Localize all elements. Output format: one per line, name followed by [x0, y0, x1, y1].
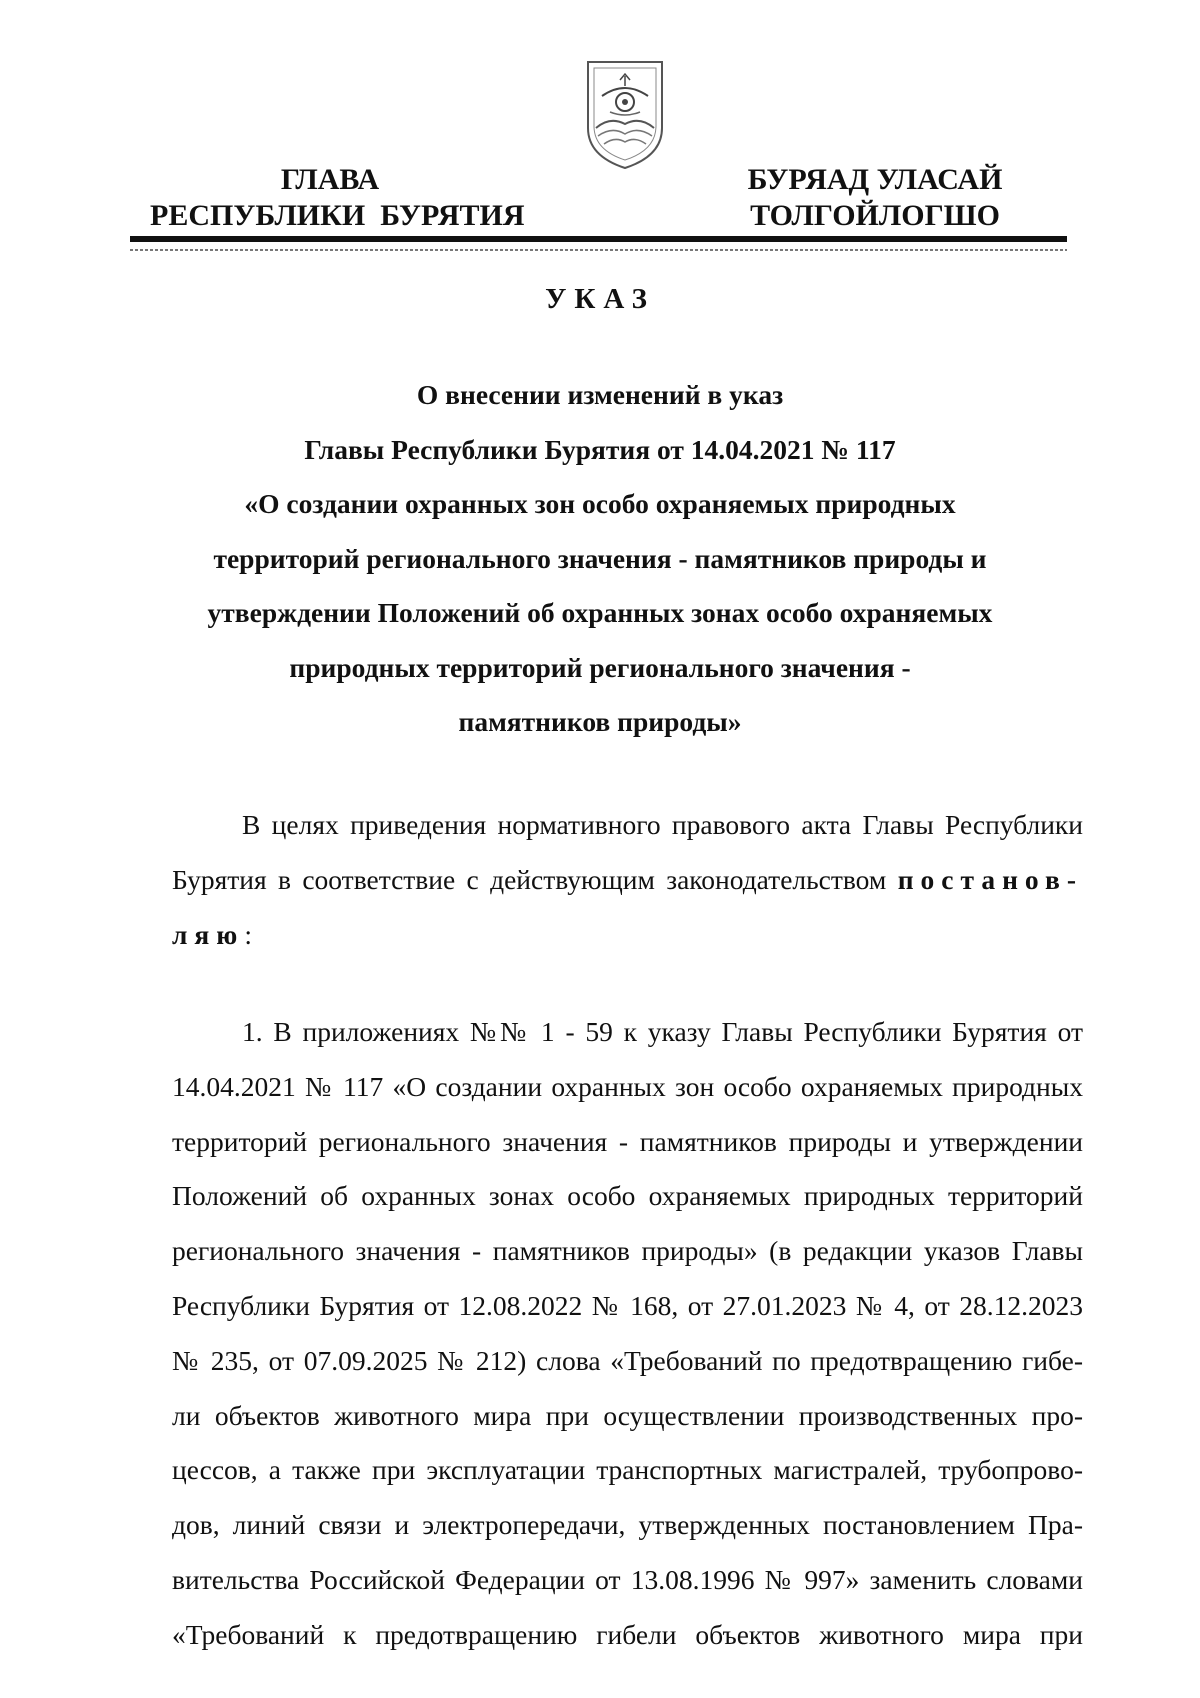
- preamble-paragraph: [172, 798, 1083, 962]
- item-1-paragraph: [172, 1005, 1083, 1663]
- title-line: утверждении Положений об охранных зонах особо охраняемых: [207, 597, 993, 628]
- item-line: вительства Российской Федерации от 13.08.1996 № 997» заменить словами: [172, 1563, 1083, 1595]
- title-line: «О создании охранных зон особо охраняемых природных: [244, 488, 956, 519]
- preamble-colon: :: [244, 918, 252, 950]
- header-divider-thick: [130, 236, 1067, 242]
- coat-of-arms-emblem: [580, 56, 670, 174]
- title-line: Главы Республики Бурятия от 14.04.2021 № 117: [304, 433, 896, 465]
- decree-keyword: постанов-: [897, 863, 1084, 895]
- title-line: О внесении изменений в указ: [416, 379, 784, 410]
- item-line: ли объектов животного мира при осуществлении производственных про-: [172, 1399, 1083, 1431]
- document-type-heading: УКАЗ: [545, 283, 655, 315]
- preamble-line: [172, 908, 1083, 963]
- header-left-line1: ГЛАВА: [280, 163, 380, 196]
- item-line: 14.04.2021 № 117 «О создании охранных зон особо охраняемых природных: [172, 1070, 1083, 1102]
- preamble-line: [172, 853, 1083, 908]
- document-title: [180, 368, 1020, 750]
- header-left-line2: РЕСПУБЛИКИ БУРЯТИЯ: [150, 199, 525, 232]
- item-line: Республики Бурятия от 12.08.2022 № 168, от 27.01.2023 № 4, от 28.12.2023: [172, 1289, 1083, 1321]
- item-line: «Требований к предотвращению гибели объектов животного мира при: [172, 1618, 1083, 1650]
- title-line: памятников природы»: [458, 706, 742, 737]
- preamble-text: Бурятия в соответствие с действующим законодательством: [172, 863, 887, 895]
- header-left-block: [150, 162, 525, 234]
- item-line: цессов, а также при эксплуатации транспортных магистралей, трубопрово-: [172, 1454, 1083, 1486]
- item-line: дов, линий связи и электропередачи, утвержденных постановлением Пра-: [172, 1509, 1083, 1541]
- item-line: территорий регионального значения - памятников природы и утверждении: [172, 1125, 1083, 1157]
- decree-keyword-end: ляю: [172, 918, 245, 950]
- title-line: природных территорий регионального значения -: [289, 651, 911, 683]
- item-line: регионального значения - памятников природы» (в редакции указов Главы: [172, 1235, 1083, 1267]
- header-right-line1: БУРЯАД УЛАСАЙ: [747, 163, 1003, 196]
- header-right-block: [730, 162, 1020, 234]
- item-line: 1. В приложениях №№ 1 - 59 к указу Главы Республики Бурятия от: [242, 1016, 1083, 1047]
- header-divider-thin: [130, 249, 1067, 251]
- preamble-line: В целях приведения нормативного правового акта Главы Республики: [242, 809, 1083, 840]
- item-line: № 235, от 07.09.2025 № 212) слова «Требований по предотвращению гибе-: [172, 1344, 1083, 1376]
- item-line: Положений об охранных зонах особо охраняемых природных территорий: [172, 1180, 1083, 1212]
- header-right-line2: ТОЛГОЙЛОГШО: [750, 199, 1000, 232]
- title-line: территорий регионального значения - памятников природы и: [213, 542, 987, 574]
